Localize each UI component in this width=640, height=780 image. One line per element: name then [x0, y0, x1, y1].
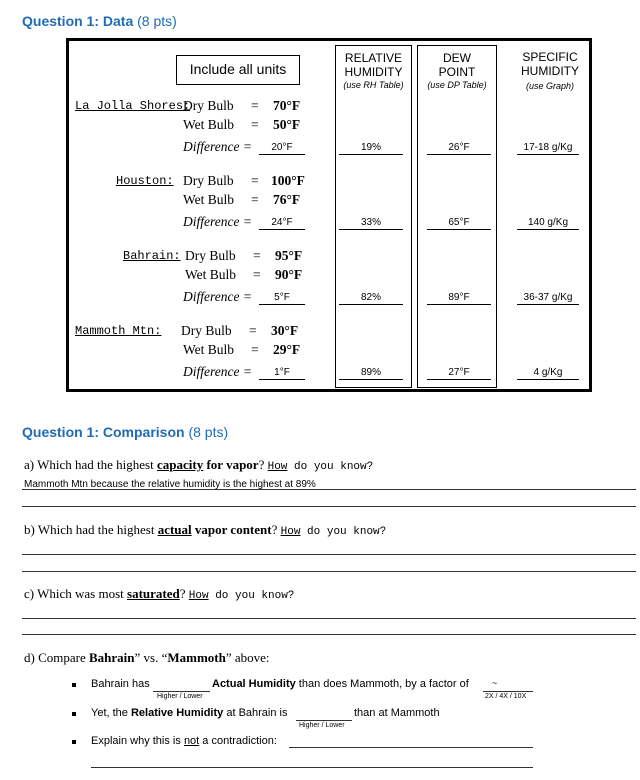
- blank-factor[interactable]: [483, 691, 533, 692]
- answer-a[interactable]: Mammoth Mtn because the relative humidity is the highest at 89%: [24, 479, 316, 490]
- answer-line: [22, 506, 636, 507]
- rh-value: 19%: [339, 141, 403, 155]
- data-table: Include all units RELATIVE HUMIDITY (use RH Table) DEW POINT (use DP Table) SPECIFIC HUMIDITY (use Graph) La Jolla Shores: Dry Bulb = 70°F Wet Bulb = 50°F Difference = 20°F 19% 26°F 17-18 g/Kg Houston: Dry Bulb = 100°F Wet Bulb = 76°F Difference = 24°F 33% 65°F 140 g/Kg Bahrain: Dry Bulb = 95°F Wet Bulb = 90°F Difference = 5°F 82% 89°F 36-37 g/Kg Mammoth Mtn: Dry Bulb = 30°F Wet Bulb = 29°F Difference = 1°F 89% 27°F 4 g/Kg: [66, 38, 592, 392]
- answer-line: [22, 489, 636, 490]
- rh-column-header: RELATIVE HUMIDITY (use RH Table): [335, 45, 412, 388]
- answer-line[interactable]: [22, 618, 636, 619]
- explain-line[interactable]: [289, 747, 533, 748]
- data-heading: Question 1: Data (8 pts): [22, 13, 177, 29]
- answer-line[interactable]: [22, 571, 636, 572]
- sh-column-header: SPECIFIC HUMIDITY (use Graph): [521, 50, 579, 91]
- bullet-1-rest: Actual Humidity than does Mammoth, by a factor of: [212, 678, 469, 690]
- bullet-3-text: Explain why this is not a contradiction:: [91, 735, 277, 747]
- dry-bulb-value: 70°F: [273, 98, 301, 113]
- question-b: b) Which had the highest actual vapor content? How do you know?: [24, 522, 387, 538]
- bullet-icon: [72, 683, 76, 687]
- bullet-2-end: than at Mammoth: [354, 707, 440, 719]
- location-houston: Houston:: [116, 174, 174, 188]
- blank-higher-lower-1[interactable]: [153, 691, 210, 692]
- dp-column-header: DEW POINT (use DP Table): [417, 45, 497, 388]
- factor-value: ~: [492, 678, 498, 688]
- bullet-1-start: Bahrain has: [91, 678, 150, 690]
- question-d: d) Compare Bahrain” vs. “Mammoth” above:: [24, 650, 270, 665]
- question-c: c) Which was most saturated? How do you know?: [24, 586, 295, 602]
- blank-hint-1: Higher / Lower: [157, 693, 203, 700]
- location-la-jolla: La Jolla Shores:: [75, 99, 191, 113]
- dp-value: 26°F: [427, 141, 491, 155]
- location-mammoth: Mammoth Mtn:: [75, 324, 162, 338]
- location-bahrain: Bahrain:: [123, 249, 181, 263]
- comparison-heading: Question 1: Comparison (8 pts): [22, 424, 229, 440]
- factor-options: 2X / 4X / 10X: [485, 693, 527, 700]
- question-a: a) Which had the highest capacity for vapor? How do you know?: [24, 457, 374, 473]
- bullet-icon: [72, 740, 76, 744]
- blank-hint-2: Higher / Lower: [299, 722, 345, 729]
- dry-bulb-label: Dry Bulb: [183, 98, 234, 113]
- explain-line[interactable]: [91, 767, 533, 768]
- difference-value: 20°F: [259, 141, 305, 155]
- wet-bulb-label: Wet Bulb: [183, 117, 235, 132]
- blank-higher-lower-2[interactable]: [296, 720, 352, 721]
- answer-line[interactable]: [22, 554, 636, 555]
- difference-label: Difference =: [183, 139, 252, 154]
- units-note: Include all units: [176, 55, 300, 85]
- wet-bulb-value: 50°F: [273, 117, 301, 132]
- answer-line[interactable]: [22, 634, 636, 635]
- bullet-2-start: Yet, the Relative Humidity at Bahrain is: [91, 707, 288, 719]
- bullet-icon: [72, 712, 76, 716]
- sh-value: 17-18 g/Kg: [517, 141, 579, 155]
